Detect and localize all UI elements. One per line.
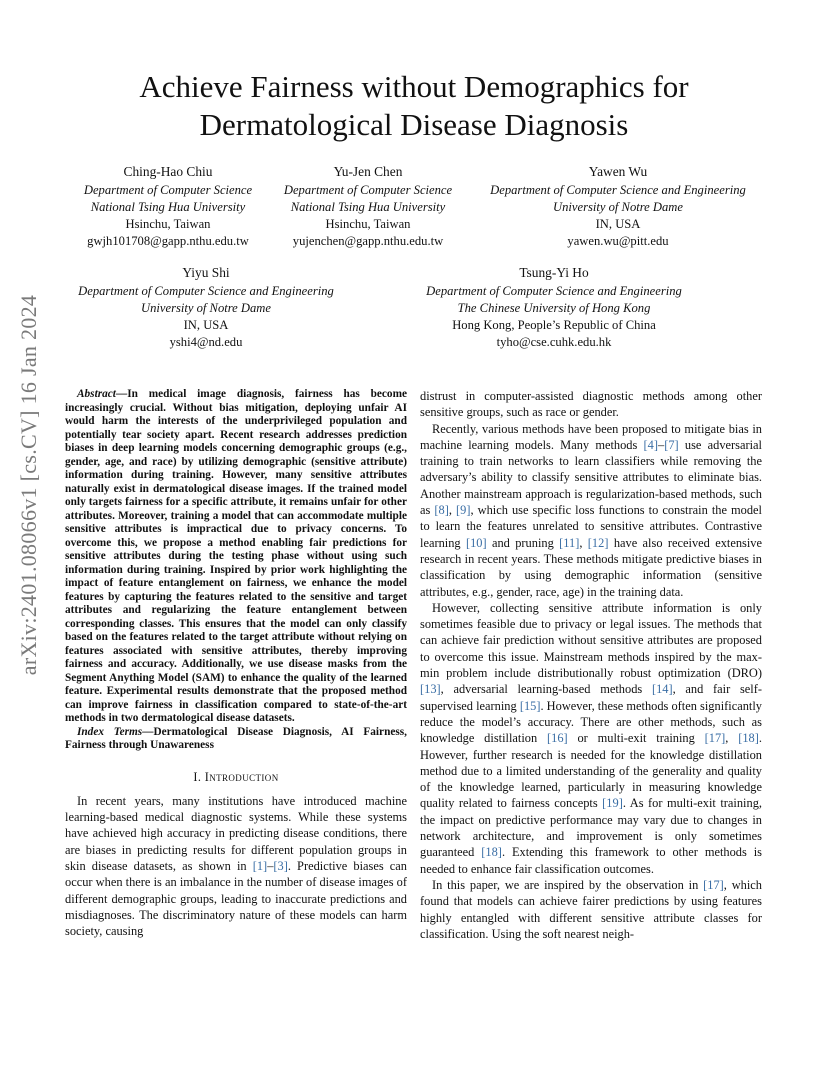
author-block-3 <box>470 163 766 250</box>
author-name: Ching-Hao Chiu <box>123 164 213 179</box>
left-column <box>65 388 407 939</box>
paper-title: Achieve Fairness without Demographics for Dermatological Disease Diagnosis <box>139 69 689 142</box>
author-block-2 <box>272 163 464 250</box>
intro-paragraph-3 <box>420 600 762 877</box>
citation-link[interactable]: [7] <box>664 437 679 452</box>
author-university: National Tsing Hua University <box>290 200 446 214</box>
text-run: , <box>725 731 739 746</box>
citation-link[interactable]: [11] <box>559 535 580 550</box>
author-name: Yiyu Shi <box>182 265 230 280</box>
index-terms <box>65 726 407 753</box>
citation-link[interactable]: [18] <box>481 845 502 860</box>
author-name: Yu-Jen Chen <box>333 164 403 179</box>
intro-paragraph-1 <box>65 793 407 940</box>
author-university: National Tsing Hua University <box>90 200 246 214</box>
author-department: Department of Computer Science and Engineering <box>490 183 746 197</box>
citation-link[interactable]: [17] <box>704 731 726 746</box>
author-department: Department of Computer Science and Engineering <box>78 284 334 298</box>
citation-link[interactable]: [4] <box>643 437 658 452</box>
text-run: use adversarial training to train networks to learn classifiers while removing the adversary’s ability to classify sensitive attributes to eliminate bias. Another mainstream approach is regularization-based methods, such as <box>420 437 762 518</box>
abstract <box>65 388 407 726</box>
index-terms-text: —Dermatological Disease Diagnosis, AI Fairness, Fairness through Unawareness <box>65 725 407 751</box>
continued-paragraph: distrust in computer-assisted diagnostic methods among other sensitive groups, such as race or gender. <box>420 389 762 420</box>
author-university: University of Notre Dame <box>141 301 271 315</box>
text-run: , <box>448 503 457 518</box>
right-column <box>420 388 762 942</box>
citation-link[interactable]: [13] <box>420 682 441 697</box>
text-run: , <box>579 535 588 550</box>
text-run: and pruning <box>486 535 560 550</box>
author-location: Hsinchu, Taiwan <box>325 217 411 231</box>
citation-link[interactable]: [12] <box>587 535 609 550</box>
author-location: Hsinchu, Taiwan <box>125 217 211 231</box>
author-email: tyho@cse.cuhk.edu.hk <box>496 335 612 349</box>
citation-link[interactable]: [18] <box>738 731 759 746</box>
citation-link[interactable]: [14] <box>651 682 673 697</box>
text-run: . Extending this framework to other methods is needed to enhance fair classification outcomes. <box>420 845 762 876</box>
citation-link[interactable]: [17] <box>703 877 724 892</box>
text-run: . As for multi-exit training, the impact on predictive performance may vary due to changes in network architecture, and improvement is only sometimes guaranteed <box>420 796 762 860</box>
citation-link[interactable]: [8] <box>434 503 449 518</box>
author-block-4 <box>56 264 356 351</box>
text-run: . However, further research is needed for the knowledge distillation method due to a limited understanding of the generality and quality of the knowledge learned, particularly in measuring knowledge quality related to fairness concepts <box>420 731 762 811</box>
text-run: . However, these methods often significantly reduce the model’s accuracy. There are other methods, such as knowledge distillation <box>420 698 762 746</box>
author-department: Department of Computer Science <box>83 183 253 197</box>
abstract-lead: Abstract <box>77 388 116 400</box>
citation-link[interactable]: [15] <box>519 698 541 713</box>
text-run: – <box>658 437 665 452</box>
author-name: Tsung-Yi Ho <box>519 265 589 280</box>
citation-link[interactable]: [3] <box>273 858 288 873</box>
text-run: , which use specific loss functions to constrain the model to learn the features unrelated to sensitive attributes. Contrastive learning <box>420 503 762 550</box>
author-location: IN, USA <box>595 217 641 231</box>
intro-paragraph-4 <box>420 877 762 942</box>
author-email: yawen.wu@pitt.edu <box>567 234 669 248</box>
author-university: University of Notre Dame <box>553 200 683 214</box>
arxiv-identifier-stamp <box>12 290 46 680</box>
index-terms-lead: Index Terms <box>77 725 143 738</box>
author-email: gwjh101708@gapp.nthu.edu.tw <box>87 234 249 248</box>
intro-paragraph-2 <box>420 421 762 600</box>
text-run: , which found that models can achieve fairer predictions by using features highly entangled with different sensitive attribute classes for classification. Using the soft nearest neigh- <box>420 877 762 941</box>
citation-link[interactable]: [19] <box>602 796 623 811</box>
citation-link[interactable]: [9] <box>456 503 471 518</box>
text-run: However, collecting sensitive attribute information is only sometimes feasible due to privacy or legal issues. The methods that can achieve fair prediction without sensitive attributes are proposed to overcome this issue. Mainstream methods inspired by the max-min problem include distributionally robust optimization (DRO) <box>420 600 762 681</box>
text-run: or multi-exit training <box>567 731 705 746</box>
author-email: yshi4@nd.edu <box>169 335 243 349</box>
text-run: – <box>267 858 274 873</box>
author-department: Department of Computer Science and Engineering <box>426 284 682 298</box>
author-university: The Chinese University of Hong Kong <box>457 301 651 315</box>
text-run: , adversarial learning-based methods <box>440 682 652 697</box>
author-email: yujenchen@gapp.nthu.edu.tw <box>292 234 444 248</box>
author-department: Department of Computer Science <box>283 183 453 197</box>
author-location: IN, USA <box>183 318 229 332</box>
text-run: In this paper, we are inspired by the observation in <box>432 877 704 892</box>
author-location: Hong Kong, People’s Republic of China <box>452 318 656 332</box>
section-heading-introduction: I. Introduction <box>193 769 279 784</box>
author-block-1 <box>72 163 264 250</box>
author-block-5 <box>404 264 704 351</box>
text-run: . Predictive biases can occur when there is an imbalance in the number of disease images of different demographic groups, leading to inaccurate predictions and misdiagnoses. The discriminatory nature of these models can harm society, causing <box>65 858 407 939</box>
abstract-text: —In medical image diagnosis, fairness has become increasingly crucial. Without bias mitigation, deploying unfair AI would harm the interests of the underprivileged population and potentially tear society apart. Recent research addresses prediction biases in deep learning models concerning demographic groups (e.g., gender, age, and race) by utilizing demographic (sensitive attribute) information during training. However, many sensitive attributes naturally exist in dermatological disease images. If the trained model only targets fairness for a specific attribute, it remains unfair for other attributes. Moreover, training a model that can accommodate multiple sensitive attributes is impractical due to privacy concerns. To overcome this, we propose a method enabling fair predictions for sensitive attributes during the testing phase without using such information during training. Inspired by prior work highlighting the impact of feature entanglement on fairness, we enhance the model features by capturing the features related to the sensitive and target attributes and regularizing the feature entanglement between corresponding classes. This ensures that the model can only classify based on the features related to the target attribute without relying on features associated with sensitive attributes, thereby improving fairness and accuracy. Additionally, we use disease masks from the Segment Anything Model (SAM) to enhance the quality of the learned feature. Experimental results demonstrate that the proposed method can improve fairness in classification compared to state-of-the-art methods in two dermatological disease datasets. <box>65 388 407 724</box>
citation-link[interactable]: [16] <box>547 731 568 746</box>
text-run: Recently, various methods have been proposed to mitigate bias in machine learning models. Many methods <box>420 421 762 452</box>
author-name: Yawen Wu <box>588 164 648 179</box>
arxiv-identifier-text: arXiv:2401.08066v1 [cs.CV] 16 Jan 2024 <box>16 294 42 676</box>
citation-link[interactable]: [1] <box>252 858 268 873</box>
text-run: have also received extensive research in recent years. These methods mitigate predictive biases in classification by using demographic information (sensitive attributes, e.g., gender, race, age) in the training data. <box>420 535 762 599</box>
text-run: , and fair self-supervised learning <box>420 682 762 713</box>
text-run: In recent years, many institutions have introduced machine learning-based medical diagnostic systems. While these systems have achieved high accuracy in predicting disease conditions, there are biases in predicting results for different population groups in skin disease datasets, as shown in <box>65 793 407 873</box>
citation-link[interactable]: [10] <box>465 535 487 550</box>
